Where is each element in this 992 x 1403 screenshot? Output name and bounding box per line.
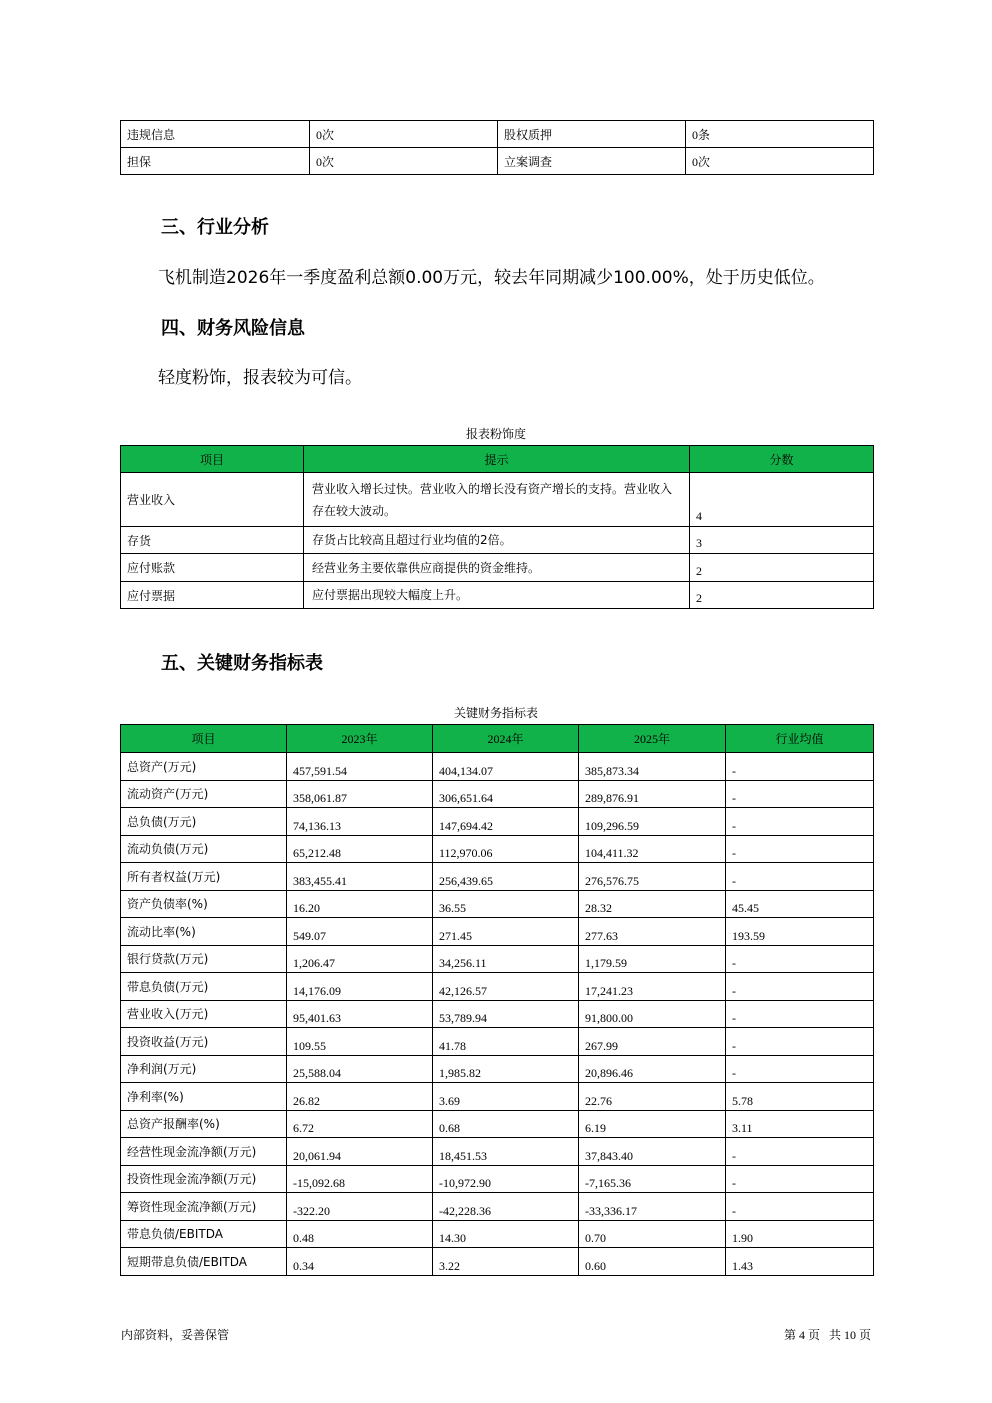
risk-header-score: 分数	[690, 446, 874, 473]
kf-header-industry-avg: 行业均值	[726, 725, 874, 753]
kf-value: 306,651.64	[433, 780, 579, 808]
kf-value: 549.07	[287, 918, 433, 946]
risk-row	[121, 527, 874, 554]
kf-header-item: 项目	[121, 725, 287, 753]
kf-value: 14.30	[433, 1220, 579, 1248]
kf-metric: 经营性现金流净额(万元)	[121, 1138, 287, 1166]
section5-title: 五、关键财务指标表	[161, 653, 323, 674]
kf-metric: 净利润(万元)	[121, 1055, 287, 1083]
kf-row	[121, 1248, 874, 1276]
risk-row	[121, 473, 874, 527]
kf-metric: 流动比率(%)	[121, 918, 287, 946]
kf-row	[121, 1055, 874, 1083]
kf-row	[121, 753, 874, 781]
footer-confidential: 内部资料，妥善保管	[121, 1328, 230, 1342]
kf-value: 112,970.06	[433, 835, 579, 863]
compliance-cell: 0次	[310, 121, 498, 148]
compliance-cell: 违规信息	[121, 121, 310, 148]
kf-value: 6.19	[579, 1110, 726, 1138]
kf-value: 147,694.42	[433, 808, 579, 836]
compliance-table	[120, 120, 874, 175]
kf-row	[121, 1028, 874, 1056]
kf-value: -	[726, 753, 874, 781]
kf-value: -7,165.36	[579, 1165, 726, 1193]
kf-value: 1,179.59	[579, 945, 726, 973]
kf-value: 53,789.94	[433, 1000, 579, 1028]
kf-metric: 带息负债/EBITDA	[121, 1220, 287, 1248]
section4-title: 四、财务风险信息	[161, 318, 305, 339]
compliance-cell: 担保	[121, 148, 310, 175]
compliance-cell: 0条	[686, 121, 874, 148]
kf-metric: 投资收益(万元)	[121, 1028, 287, 1056]
kf-value: -42,228.36	[433, 1193, 579, 1221]
kf-metric: 所有者权益(万元)	[121, 863, 287, 891]
kf-metric: 带息负债(万元)	[121, 973, 287, 1001]
kf-value: 271.45	[433, 918, 579, 946]
kf-value: 14,176.09	[287, 973, 433, 1001]
kf-row	[121, 918, 874, 946]
kf-row	[121, 945, 874, 973]
kf-value: -	[726, 835, 874, 863]
kf-value: 34,256.11	[433, 945, 579, 973]
kf-metric: 流动负债(万元)	[121, 835, 287, 863]
kf-metric: 营业收入(万元)	[121, 1000, 287, 1028]
kf-metric: 总资产(万元)	[121, 753, 287, 781]
kf-header-2025: 2025年	[579, 725, 726, 753]
kf-metric: 投资性现金流净额(万元)	[121, 1165, 287, 1193]
kf-value: 289,876.91	[579, 780, 726, 808]
kf-metric: 筹资性现金流净额(万元)	[121, 1193, 287, 1221]
risk-row	[121, 582, 874, 609]
risk-tip: 营业收入增长过快。营业收入的增长没有资产增长的支持。营业收入存在较大波动。	[304, 473, 690, 527]
kf-header-2023: 2023年	[287, 725, 433, 753]
kf-value: 45.45	[726, 890, 874, 918]
kf-value: 20,061.94	[287, 1138, 433, 1166]
risk-score: 2	[690, 554, 874, 582]
kf-value: 104,411.32	[579, 835, 726, 863]
kf-value: 1.90	[726, 1220, 874, 1248]
kf-value: 1,985.82	[433, 1055, 579, 1083]
kf-row	[121, 863, 874, 891]
kf-metric: 银行贷款(万元)	[121, 945, 287, 973]
kf-value: 16.20	[287, 890, 433, 918]
kf-value: -322.20	[287, 1193, 433, 1221]
compliance-cell: 股权质押	[498, 121, 686, 148]
compliance-row	[121, 148, 874, 175]
kf-value: 0.70	[579, 1220, 726, 1248]
compliance-row	[121, 121, 874, 148]
kf-value: 383,455.41	[287, 863, 433, 891]
kf-value: -15,092.68	[287, 1165, 433, 1193]
kf-metric: 短期带息负债/EBITDA	[121, 1248, 287, 1276]
kf-value: 18,451.53	[433, 1138, 579, 1166]
kf-value: 457,591.54	[287, 753, 433, 781]
kf-value: -	[726, 945, 874, 973]
kf-value: 36.55	[433, 890, 579, 918]
kf-value: 28.32	[579, 890, 726, 918]
kf-row	[121, 1110, 874, 1138]
key-financials-table	[120, 724, 874, 1276]
kf-row	[121, 1138, 874, 1166]
kf-metric: 总负债(万元)	[121, 808, 287, 836]
kf-value: 0.68	[433, 1110, 579, 1138]
kf-value: -	[726, 1055, 874, 1083]
footer-page-number: 第 4 页 共 10 页	[783, 1328, 871, 1342]
risk-item: 应付账款	[121, 554, 304, 582]
kf-row	[121, 780, 874, 808]
kf-value: -	[726, 1193, 874, 1221]
kf-row	[121, 1193, 874, 1221]
kf-value: -	[726, 1000, 874, 1028]
risk-tip: 应付票据出现较大幅度上升。	[304, 582, 690, 609]
kf-value: 37,843.40	[579, 1138, 726, 1166]
kf-value: 25,588.04	[287, 1055, 433, 1083]
kf-row	[121, 1165, 874, 1193]
kf-metric: 流动资产(万元)	[121, 780, 287, 808]
kf-metric: 总资产报酬率(%)	[121, 1110, 287, 1138]
kf-value: 0.60	[579, 1248, 726, 1276]
kf-row	[121, 890, 874, 918]
kf-value: 0.34	[287, 1248, 433, 1276]
kf-value: 385,873.34	[579, 753, 726, 781]
kf-value: 277.63	[579, 918, 726, 946]
risk-table-caption: 报表粉饰度	[465, 427, 526, 441]
kf-row	[121, 1083, 874, 1111]
kf-table-caption: 关键财务指标表	[453, 706, 538, 720]
kf-value: 358,061.87	[287, 780, 433, 808]
kf-value: 256,439.65	[433, 863, 579, 891]
kf-value: 3.22	[433, 1248, 579, 1276]
risk-score: 4	[690, 473, 874, 527]
risk-tip: 存货占比较高且超过行业均值的2倍。	[304, 527, 690, 554]
kf-value: -	[726, 1165, 874, 1193]
compliance-cell: 立案调查	[498, 148, 686, 175]
kf-value: 3.11	[726, 1110, 874, 1138]
kf-row	[121, 1000, 874, 1028]
risk-item: 存货	[121, 527, 304, 554]
kf-value: 41.78	[433, 1028, 579, 1056]
kf-value: 42,126.57	[433, 973, 579, 1001]
kf-value: 20,896.46	[579, 1055, 726, 1083]
kf-value: -	[726, 780, 874, 808]
kf-row	[121, 835, 874, 863]
kf-value: 74,136.13	[287, 808, 433, 836]
compliance-cell: 0次	[686, 148, 874, 175]
section3-text: 飞机制造2026年一季度盈利总额0.00万元，较去年同期减少100.00%，处于历史低位。	[158, 268, 825, 288]
compliance-cell: 0次	[310, 148, 498, 175]
kf-row	[121, 808, 874, 836]
kf-value: 6.72	[287, 1110, 433, 1138]
risk-score: 3	[690, 527, 874, 554]
risk-item: 营业收入	[121, 473, 304, 527]
kf-value: -	[726, 808, 874, 836]
kf-metric: 净利率(%)	[121, 1083, 287, 1111]
kf-value: 91,800.00	[579, 1000, 726, 1028]
kf-row	[121, 1220, 874, 1248]
kf-value: -33,336.17	[579, 1193, 726, 1221]
kf-value: -	[726, 973, 874, 1001]
risk-table	[120, 445, 874, 609]
kf-row	[121, 973, 874, 1001]
kf-value: 17,241.23	[579, 973, 726, 1001]
kf-metric: 资产负债率(%)	[121, 890, 287, 918]
risk-header-tip: 提示	[304, 446, 690, 473]
section3-title: 三、行业分析	[161, 217, 269, 238]
kf-value: 109.55	[287, 1028, 433, 1056]
kf-value: 5.78	[726, 1083, 874, 1111]
kf-value: 276,576.75	[579, 863, 726, 891]
kf-value: 26.82	[287, 1083, 433, 1111]
kf-value: 0.48	[287, 1220, 433, 1248]
risk-header-item: 项目	[121, 446, 304, 473]
kf-value: 193.59	[726, 918, 874, 946]
kf-value: 22.76	[579, 1083, 726, 1111]
kf-value: 95,401.63	[287, 1000, 433, 1028]
kf-value: 1.43	[726, 1248, 874, 1276]
kf-header-2024: 2024年	[433, 725, 579, 753]
kf-value: -	[726, 1138, 874, 1166]
risk-row	[121, 554, 874, 582]
risk-score: 2	[690, 582, 874, 609]
section4-text: 轻度粉饰，报表较为可信。	[158, 368, 362, 388]
risk-item: 应付票据	[121, 582, 304, 609]
kf-value: -10,972.90	[433, 1165, 579, 1193]
kf-value: -	[726, 1028, 874, 1056]
kf-value: 404,134.07	[433, 753, 579, 781]
risk-tip: 经营业务主要依靠供应商提供的资金维持。	[304, 554, 690, 582]
kf-value: 109,296.59	[579, 808, 726, 836]
kf-value: 1,206.47	[287, 945, 433, 973]
kf-value: 3.69	[433, 1083, 579, 1111]
kf-value: 65,212.48	[287, 835, 433, 863]
kf-value: 267.99	[579, 1028, 726, 1056]
kf-value: -	[726, 863, 874, 891]
